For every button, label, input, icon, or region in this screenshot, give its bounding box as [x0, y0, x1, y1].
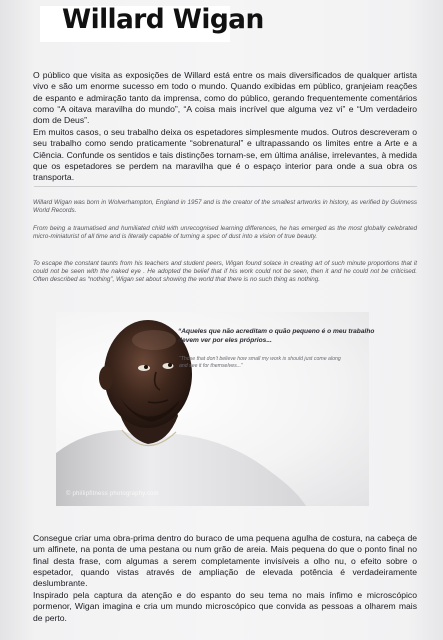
left-eye-shape [138, 365, 150, 371]
intro-en-paragraph-1: Willard Wigan was born in Wolverhampton, England in 1957 and is the creator of the smallest artworks in history, as verified by Guinness World Records. [33, 199, 417, 215]
closing-pt-paragraph-2: Inspirado pela captura da atenção e do espanto do seu tema no mais ínfimo e microscópico pormenor, Wigan imagina e cria um mundo microscópico que convida as pessoas a olharem mais de perto. [33, 590, 417, 623]
quote-english: “Those that don’t believe how small my work is should just come along and see it for themselves...” [179, 356, 341, 370]
ear-shape [99, 366, 113, 390]
quote-portuguese: “Aqueles que não acreditam o quão pequeno é o meu trabalho devem ver por eles próprios... [178, 328, 375, 344]
page-title: Willard Wigan [62, 4, 264, 35]
intro-pt-paragraph-2: Em muitos casos, o seu trabalho deixa os espetadores simplesmente mudos. Outros descreveram o seu trabalho como sendo praticamente “sobrenatural” e ultrapassando os limites entre a Arte e a Ciência. Confunde os sentidos e tais distinções tornam-se, em última análise, irrelevantes, à medida que os espetadores se perdem na maravilha que é o espaço interior para onde a sua obra os transporta. [33, 127, 417, 183]
intro-pt-paragraph-1: O público que visita as exposições de Willard está entre os mais diversificados de qualquer artista vivo e são um enorme sucesso em todo o mundo. Quando exibidas em público, granjeiam reações de espanto e admiração tanto da imprensa, como do público, gerando frequentemente comentários como “A oitava maravilha do mundo”, “A coisa mais incrível que alguma vez vi” e “Um verdadeiro dom de Deus”. [33, 70, 417, 126]
photo-watermark: © phillipfitness photography.com [66, 491, 159, 497]
intro-en-paragraph-3: To escape the constant taunts from his teachers and student peers, Wigan found solace in creating art of such minute proportions that it could not be seen with the naked eye . He adopted the belief that if his work could not be seen, then it and he could not be criticised. Often described as “nothing”, Wigan set about showing the world that there is no such thing as nothing. [33, 260, 417, 284]
section-divider [34, 186, 417, 187]
intro-en-paragraph-2: From being a traumatised and humiliated child with unrecognised learning differences, he has emerged as the most globally celebrated micro-miniaturist of all time and is literally capable of turning a spec of dust into a vision of true beauty. [33, 225, 417, 241]
right-eye-shape [163, 363, 174, 369]
closing-pt-paragraph-1: Consegue criar uma obra-prima dentro do buraco de uma pequena agulha de costura, na cabeça de um alfinete, na ponta de uma pestana ou num grão de areia. Mais pequena do que o ponto final no final desta frase, com algumas a serem completamente invisíveis a olho nu, o efeito sobre o espetador, quando vistas através de ampliação de elevada potência é verdadeiramente deslumbrante. [33, 533, 417, 589]
